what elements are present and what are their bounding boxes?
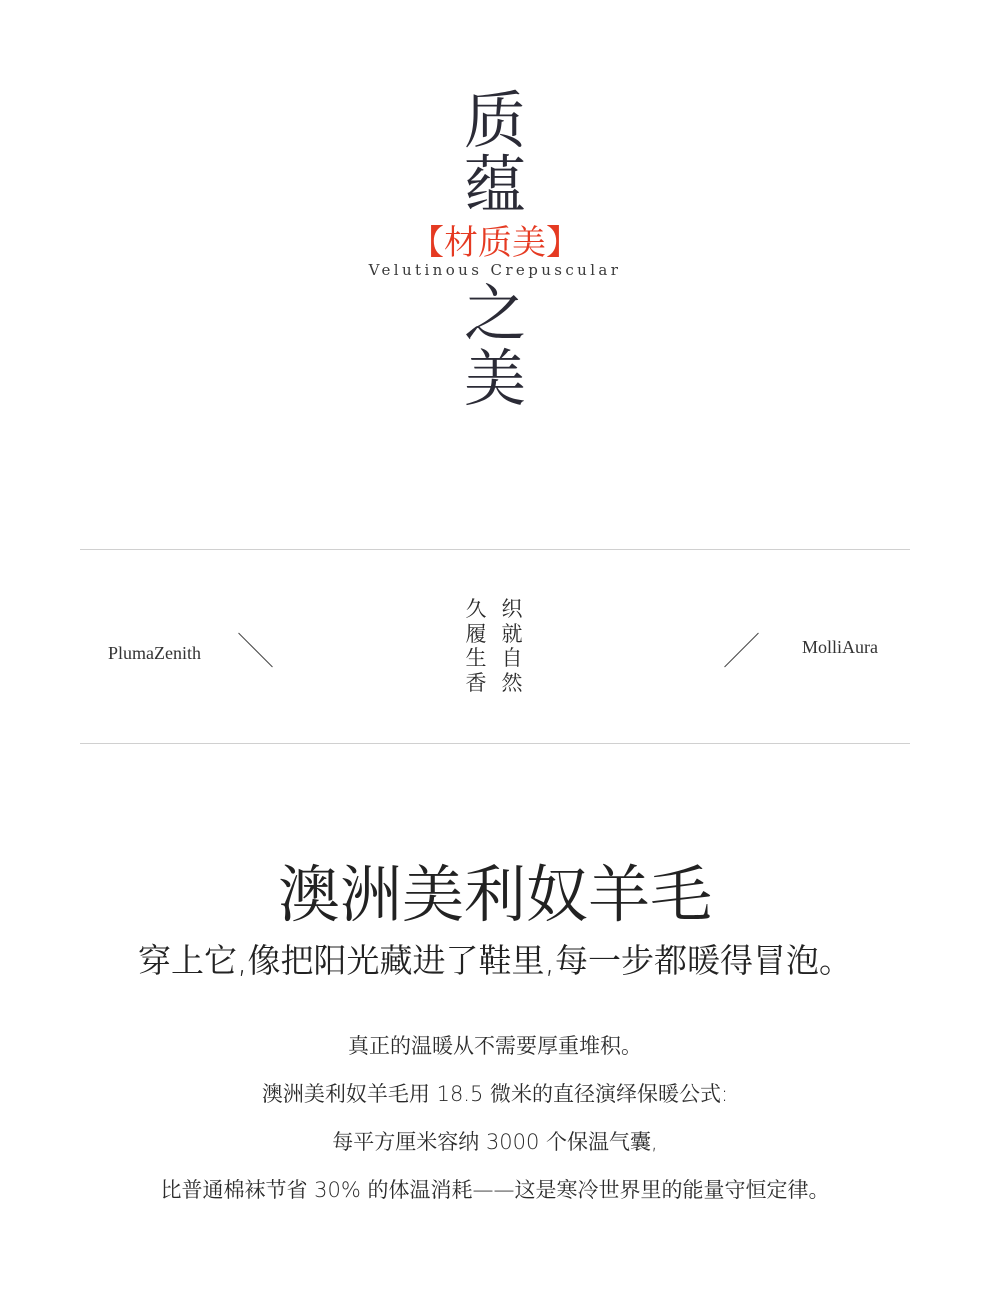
english-subtitle: Velutinous Crepuscular	[368, 261, 622, 279]
diagonal-line-left	[238, 633, 273, 668]
hero-char-2: 蕴	[463, 148, 526, 221]
body-line-3: 每平方厘米容纳 3000 个保温气囊,	[332, 1130, 658, 1154]
hero-char-3: 之	[463, 277, 526, 350]
hero-char-1: 质	[463, 84, 526, 157]
hero-char-4: 美	[463, 342, 526, 415]
divider-bottom	[80, 743, 910, 744]
material-tag: 【材质美】	[410, 223, 580, 263]
product-headline: 澳洲美利奴羊毛	[277, 858, 712, 931]
body-line-2: 澳洲美利奴羊毛用 18.5 微米的直径演绎保暖公式:	[261, 1082, 729, 1106]
brand-right: MolliAura	[802, 637, 878, 657]
product-tagline: 穿上它,像把阳光藏进了鞋里,每一步都暖得冒泡。	[138, 941, 852, 980]
diagonal-line-right	[724, 633, 759, 668]
vertical-text-left: 久履生香	[465, 597, 487, 695]
body-line-4: 比普通棉袜节省 30% 的体温消耗——这是寒冷世界里的能量守恒定律。	[160, 1178, 830, 1202]
vertical-text-right: 织就自然	[501, 597, 523, 695]
divider-top	[80, 549, 910, 550]
body-line-1: 真正的温暖从不需要厚重堆积。	[348, 1034, 642, 1058]
brand-left: PlumaZenith	[108, 643, 201, 663]
